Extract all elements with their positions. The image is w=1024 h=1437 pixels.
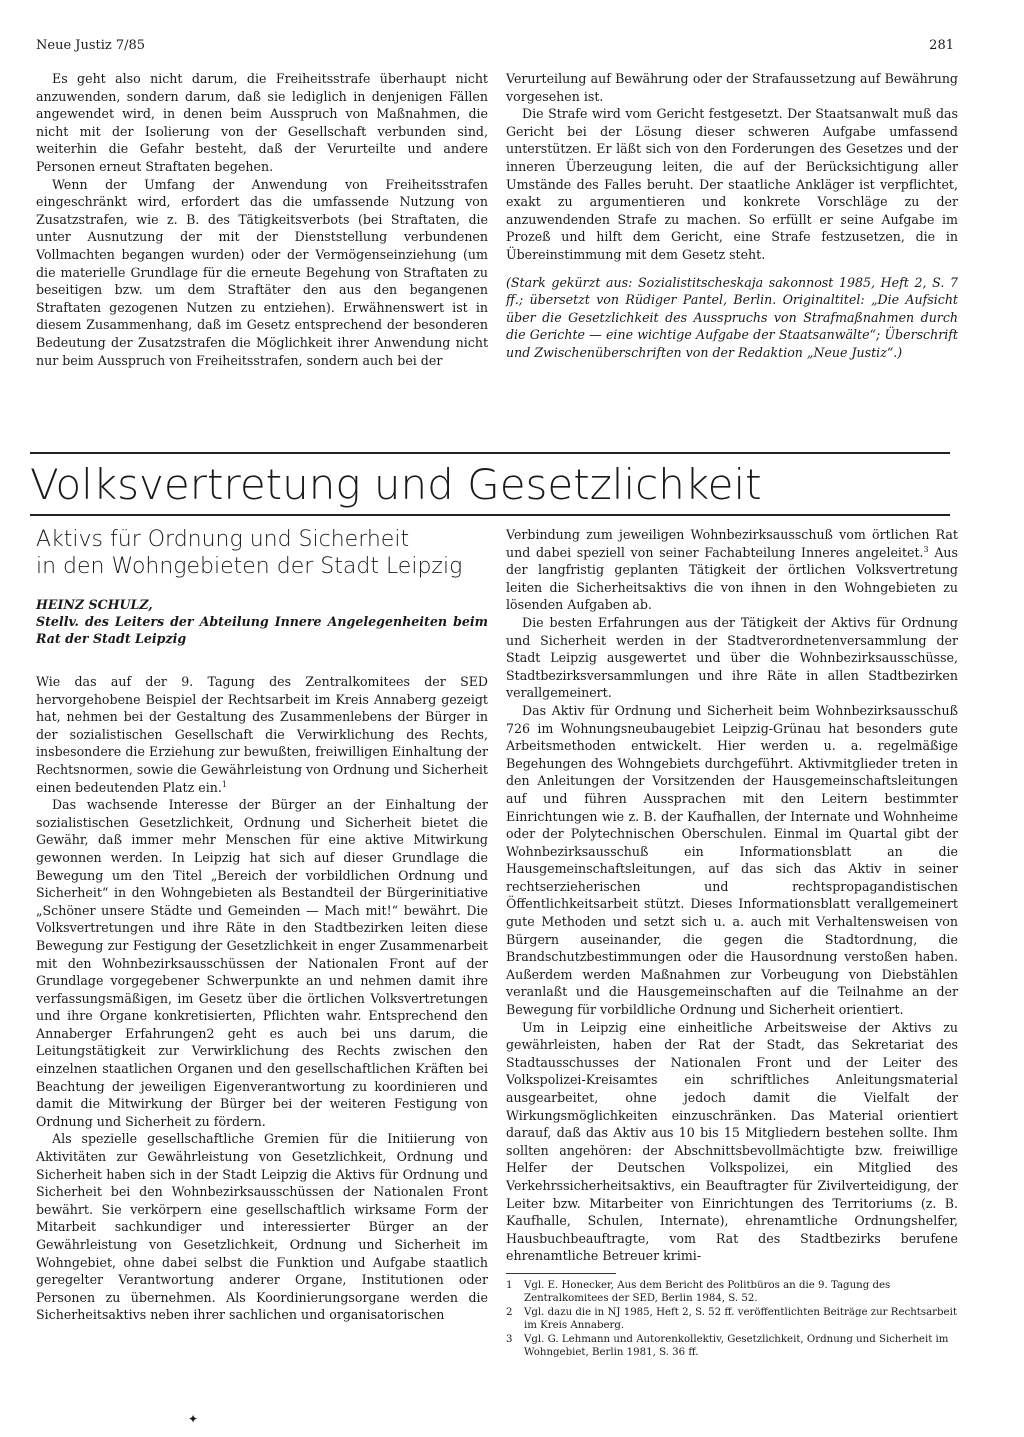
footnote-text: Vgl. dazu die in NJ 1985, Heft 2, S. 52 ff. veröffentlichten Beiträge zur Rechtsarbeit im Kreis Annaberg. <box>524 1307 957 1331</box>
paragraph-text: Aus der langfristig geplanten Tätigkeit der örtlichen Volksvertretung leiten die Sicherheitsaktivs die von ihnen in den Wohngebieten zu lösenden Aufgaben ab. <box>506 544 959 613</box>
footnote <box>506 1334 958 1359</box>
paragraph: Verurteilung auf Bewährung oder der Strafaussetzung auf Bewährung vorgesehen ist. <box>506 71 958 104</box>
continued-text-left-column <box>36 70 488 369</box>
print-mark-icon: ✦ <box>188 1412 199 1426</box>
running-head <box>36 38 954 53</box>
footnote-number: 2 <box>506 1307 513 1319</box>
continued-text-right-column <box>506 70 958 362</box>
section-title: Volksvertretung und Gesetzlichkeit <box>30 460 762 509</box>
footnote-rule <box>506 1273 616 1274</box>
author-role: Stellv. des Leiters der Abteilung Innere Angelegenheiten beim Rat der Stadt Leipzig <box>36 614 488 646</box>
paragraph-text: Wie das auf der 9. Tagung des Zentralkomitees der SED hervorgehobene Beispiel der Rechtsarbeit im Kreis Annaberg gezeigt hat, nehmen bei der Gestaltung des Zusammenlebens der Bürger in der sozialistischen Gesellschaft die Verwirklichung des Rechts, insbesondere die Erziehung zur bewußten, freiwilligen Einhaltung der Rechtsnormen, sowie die Gewährleistung von Ordnung und Sicherheit einen bedeutenden Platz ein. <box>36 674 488 795</box>
article-title <box>36 526 488 580</box>
paragraph-text: Verbindung zum jeweiligen Wohnbezirksausschuß vom örtlichen Rat und dabei speziell von seiner Fachabteilung Inneres angeleitet. <box>506 527 958 560</box>
section-divider <box>30 452 950 454</box>
footnote-number: 3 <box>506 1334 513 1346</box>
footnote-number: 1 <box>506 1279 513 1291</box>
source-note: (Stark gekürzt aus: Sozialistitscheskaja sakonnost 1985, Heft 2, S. 7 ff.; übersetzt von Rüdiger Pantel, Berlin. Originaltitel: „Die Aufsicht über die Gesetzlichkeit des Ausspruchs von Strafmaßnahmen durch die Gerichte — eine wichtige Aufgabe der Staatsanwälte“; Überschrift und Zwischenüberschriften von der Redaktion „Neue Justiz“.) <box>506 274 958 360</box>
paragraph: Als spezielle gesellschaftliche Gremien für die Initiierung von Aktivitäten zur Gewährleistung von Gesetzlichkeit, Ordnung und Sicherheit haben sich in der Stadt Leipzig die Aktivs für Ordnung und Sicherheit bei den Wohnbezirksausschüssen der Nationalen Front bewährt. Sie verkörpern eine gesellschaftlich wirksame Form der Mitarbeit sachkundiger und interessierter Bürger an der Gewährleistung von Gesetzlichkeit, Ordnung und Sicherheit im Wohngebiet, ohne dabei selbst die Funktion und Aufgabe staatlich geregelter Verantwortung anderer Organe, Institutionen oder Personen zu übernehmen. Als Koordinierungsorgane werden die Sicherheitsaktivs neben ihrer sachlichen und organisatorischen <box>36 1131 488 1323</box>
section-title-underline <box>30 514 950 516</box>
footnote-ref: 3 <box>923 544 929 554</box>
paragraph: Die besten Erfahrungen aus der Tätigkeit der Aktivs für Ordnung und Sicherheit werden in der Stadtverordnetenversammlung der Stadt Leipzig ausgewertet und über die Wohnbezirksausschüsse, Stadtbezirksversammlungen und ihre Räte in allen Stadtbezirken verallgemeinert. <box>506 614 958 701</box>
paragraph <box>36 673 488 796</box>
article-title-line: Aktivs für Ordnung und Sicherheit <box>36 527 410 552</box>
article-title-line: in den Wohngebieten der Stadt Leipzig <box>36 554 463 579</box>
footnotes <box>506 1280 958 1360</box>
page-number: 281 <box>929 38 954 53</box>
paragraph: Es geht also nicht darum, die Freiheitsstrafe überhaupt nicht anzuwenden, sondern darum, daß sie lediglich in denjenigen Fällen angewendet wird, in denen beim Ausspruch von Maßnahmen, die nicht mit der Isolierung von der Gesellschaft verbunden sind, weiterhin die Gefahr besteht, daß der Verurteilte und andere Personen erneut Straftaten begehen. <box>36 71 488 174</box>
footnote <box>506 1280 958 1305</box>
footnote-text: Vgl. E. Honecker, Aus dem Bericht des Politbüros an die 9. Tagung des Zentralkomitees der SED, Berlin 1984, S. 52. <box>524 1279 891 1304</box>
paragraph: Das wachsende Interesse der Bürger an der Einhaltung der sozialistischen Gesetzlichkeit, Ordnung und Sicherheit bietet die Gewähr, daß immer mehr Menschen für eine aktive Mitwirkung gewonnen werden. In Leipzig hat sich auf dieser Grundlage die Bewegung um den Titel „Bereich der vorbildlichen Ordnung und Sicherheit“ in den Wohngebieten als Bestandteil der Bürgerinitiative „Schöner unsere Städte und Gemeinden — Mach mit!“ bewährt. Die Volksvertretungen und ihre Räte in den Stadtbezirken leiten diese Bewegung zur Festigung der Gesetzlichkeit in enger Zusammenarbeit mit den Wohnbezirksausschüssen der Nationalen Front auf der Grundlage vorgegebener Schwerpunkte an und nehmen damit ihre verfassungsmäßigen, im Gesetz über die örtlichen Volksvertretungen und ihre Organe konkretisierten, Pflichten wahr. Entsprechend den Annaberger Erfahrungen2 geht es auch bei uns darum, die Leitungstätigkeit zur Verwirklichung des Rechts zwischen den einzelnen staatlichen Organen und den gesellschaftlichen Kräften bei Beachtung der jeweiligen Eigenverantwortung zu koordinieren und damit die Mitwirkung der Bürger bei der weiteren Festigung von Ordnung und Sicherheit zu fördern. <box>36 797 488 1129</box>
paragraph: Wenn der Umfang der Anwendung von Freiheitsstrafen eingeschränkt wird, erfordert das die umfassende Nutzung von Zusatzstrafen, wie z. B. des Tätigkeitsverbots (bei Straftaten, die unter Ausnutzung der mit der Dienststellung verbundenen Vollmachten begangen wurden) oder der Vermögenseinziehung (um die materielle Grundlage für die erneute Begehung von Straftaten zu beseitigen bzw. um dem Straftäter den aus den begangenen Straftaten gezogenen Nutzen zu entziehen). Erwähnenswert ist in diesem Zusammenhang, daß im Gesetz entsprechend der besonderen Bedeutung der Zusatzstrafen die Möglichkeit ihrer Anwendung nicht nur beim Ausspruch von Freiheitsstrafen, sondern auch bei der <box>36 176 488 368</box>
paragraph: Um in Leipzig eine einheitliche Arbeitsweise der Aktivs zu gewährleisten, haben der Rat der Stadt, das Sekretariat des Stadtausschusses der Nationalen Front und der Leiter des Volkspolizei-Kreisamtes ein schriftliches Anleitungsmaterial ausgearbeitet, ohne jedoch damit die Vielfalt der Wirkungsmöglichkeiten einzuschränken. Das Material orientiert darauf, daß das Aktiv aus 10 bis 15 Mitgliedern bestehen sollte. Ihm sollten angehören: der Abschnittsbevollmächtigte bzw. freiwillige Helfer der Deutschen Volkspolizei, ein Mitglied des Verkehrssicherheitsaktivs, ein Beauftragter für Zivilverteidigung, der Leiter bzw. Mitarbeiter von Einrichtungen des Territoriums (z. B. Kaufhalle, Schulen, Internate), ehrenamtliche Ordnungshelfer, Hausbuchbeauftragte, vom Rat des Stadtbezirks berufene ehrenamtliche Betreuer krimi- <box>506 1019 958 1264</box>
footnote-ref: 1 <box>221 779 227 789</box>
author-name: HEINZ SCHULZ, <box>36 597 153 612</box>
paragraph: Die Strafe wird vom Gericht festgesetzt. Der Staatsanwalt muß das Gericht bei der Lösung dieser schweren Aufgabe umfassend unterstützen. Er läßt sich von den Forderungen des Gesetzes und der inneren Überzeugung leiten, die auf der Berücksichtigung aller Umstände des Falles beruht. Der staatliche Ankläger ist verpflichtet, exakt zu argumentieren und konkrete Vorschläge zu der anzuwendenden Strafe zu machen. So erfüllt er seine Aufgabe im Prozeß und hilft dem Gericht, eine Strafe festzusetzen, die in Übereinstimmung mit dem Gesetz steht. <box>506 106 958 262</box>
paragraph: Das Aktiv für Ordnung und Sicherheit beim Wohnbezirksausschuß 726 im Wohnungsneubaugebiet Leipzig-Grünau hat besonders gute Arbeitsmethoden entwickelt. Hier werden u. a. regelmäßige Begehungen des Wohngebiets durchgeführt. Aktivmitglieder treten in den Anleitungen der Vorsitzenden der Hausgemeinschaftsleitungen auf und führen Aussprachen mit den Leitern bestimmter Einrichtungen wie z. B. der Kaufhallen, der Internate und Wohnheime oder der Polytechnischen Oberschulen. Einmal im Quartal gibt der Wohnbezirksausschuß ein Informationsblatt an die Hausgemeinschaftsleitungen, auf das sich das Aktiv in seiner rechtserzieherischen und rechtspropagandistischen Öffentlichkeitsarbeit stützt. Dieses Informationsblatt verallgemeinert gute Methoden und setzt sich u. a. auch mit Verhaltensweisen von Bürgern auseinander, die gegen die Stadtordnung, die Brandschutzbestimmungen oder die Hausordnung verstoßen haben. Außerdem werden Maßnahmen zur Vorbeugung von Diebstählen veranlaßt und die Hausgemeinschaften auf die Teilnahme an der Bewegung für vorbildliche Ordnung und Sicherheit orientiert. <box>506 702 958 1018</box>
article-left-column <box>36 526 488 1324</box>
journal-issue: Neue Justiz 7/85 <box>36 38 146 53</box>
footnote-text: Vgl. G. Lehmann und Autorenkollektiv, Gesetzlichkeit, Ordnung und Sicherheit im Wohngebiet, Berlin 1981, S. 36 ff. <box>524 1334 949 1358</box>
paragraph <box>506 526 958 614</box>
article-right-column <box>506 526 958 1362</box>
footnote <box>506 1307 958 1332</box>
